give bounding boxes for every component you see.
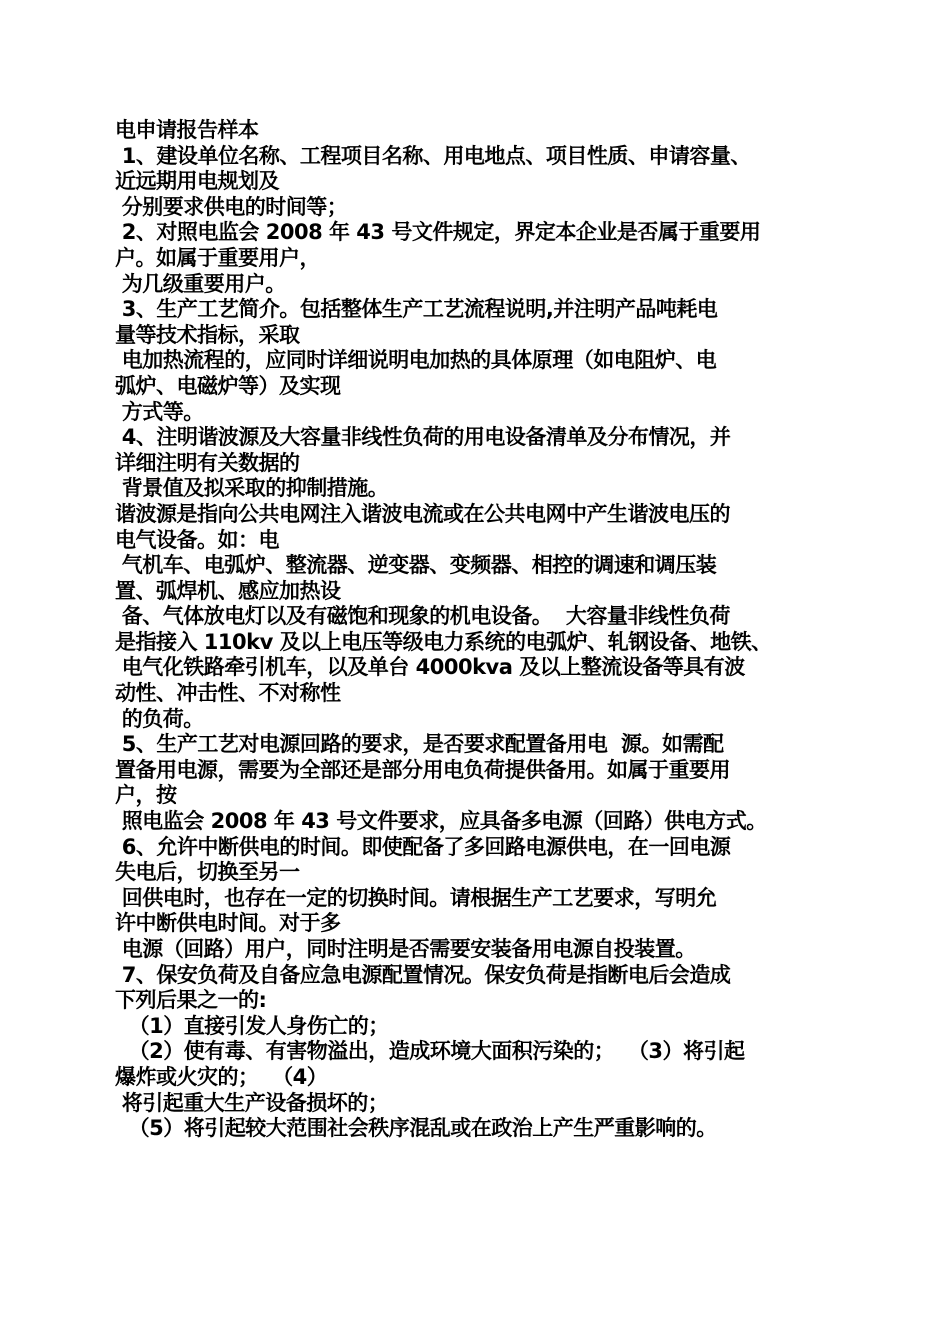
text-line: 电气设备。如：电 <box>115 527 279 552</box>
text-line: 电源（回路）用户，同时注明是否需要安装备用电源自投装置。 <box>115 937 696 961</box>
text-line: 量等技术指标，采取 <box>115 322 300 347</box>
text-line: 弧炉、电磁炉等）及实现 <box>115 373 341 398</box>
text-line: 电气化铁路牵引机车，以及单台 4000kva 及以上整流设备等具有波 <box>115 655 745 680</box>
text-line: 7、保安负荷及自备应急电源配置情况。保安负荷是指断电后会造成 <box>115 962 731 987</box>
text-line: 是指接入 110kv 及以上电压等级电力系统的电弧炉、轧钢设备、地铁、 <box>115 629 772 654</box>
text-line: 2、对照电监会 2008 年 43 号文件规定，界定本企业是否属于重要用 <box>115 220 761 245</box>
text-line: 失电后，切换至另一 <box>115 860 300 885</box>
list-item: 爆炸或火灾的； （4） <box>115 1064 328 1089</box>
text-line: 下列后果之一的: <box>115 988 267 1013</box>
list-item: （1）直接引发人身伤亡的； <box>115 1013 389 1038</box>
list-item: （5）将引起较大范围社会秩序混乱或在政治上产生严重影响的。 <box>115 1116 717 1141</box>
text-line: 的负荷。 <box>115 706 204 731</box>
text-line: 户，按 <box>115 783 177 808</box>
text-line: 许中断供电时间。对于多 <box>115 911 341 936</box>
text-line: 详细注明有关数据的 <box>115 450 300 475</box>
text-line: 4、注明谐波源及大容量非线性负荷的用电设备清单及分布情况，并 <box>115 425 731 450</box>
text-line: 置、弧焊机、感应加热设 <box>115 578 341 603</box>
text-line: 置备用电源，需要为全部还是部分用电负荷提供备用。如属于重要用 <box>115 757 730 782</box>
text-line: 6、允许中断供电的时间。即使配备了多回路电源供电，在一回电源 <box>115 834 731 859</box>
text-line: 为几级重要用户。 <box>115 271 286 296</box>
text-line: 背景值及拟采取的抑制措施。 <box>115 476 389 501</box>
document-body <box>115 118 855 1142</box>
text-line: 备、气体放电灯以及有磁饱和现象的机电设备。 大容量非线性负荷 <box>115 604 730 629</box>
text-line: 电加热流程的，应同时详细说明电加热的具体原理（如电阻炉、电 <box>115 348 717 373</box>
text-line: 户。如属于重要用户， <box>115 245 320 270</box>
text-line: 照电监会 2008 年 43 号文件要求，应具备多电源（回路）供电方式。 <box>115 809 767 834</box>
list-item: 将引起重大生产设备损坏的； <box>115 1090 389 1115</box>
text-line: 3、生产工艺简介。包括整体生产工艺流程说明,并注明产品吨耗电 <box>115 297 718 322</box>
text-line: 气机车、电弧炉、整流器、逆变器、变频器、相控的调速和调压装 <box>115 553 717 578</box>
text-line: 谐波源是指向公共电网注入谐波电流或在公共电网中产生谐波电压的 <box>115 501 730 526</box>
document-title: 电申请报告样本 <box>115 118 259 142</box>
text-line: 分别要求供电的时间等； <box>115 194 348 219</box>
text-line: 动性、冲击性、不对称性 <box>115 681 341 706</box>
list-item: （2）使有毒、有害物溢出，造成环境大面积污染的； （3）将引起 <box>115 1039 745 1064</box>
text-line: 回供电时，也存在一定的切换时间。请根据生产工艺要求，写明允 <box>115 885 717 910</box>
text-line: 5、生产工艺对电源回路的要求，是否要求配置备用电 源。如需配 <box>115 732 724 757</box>
text-line: 近远期用电规划及 <box>115 169 279 194</box>
text-line: 方式等。 <box>115 399 204 424</box>
text-line: 1、建设单位名称、工程项目名称、用电地点、项目性质、申请容量、 <box>115 143 751 168</box>
